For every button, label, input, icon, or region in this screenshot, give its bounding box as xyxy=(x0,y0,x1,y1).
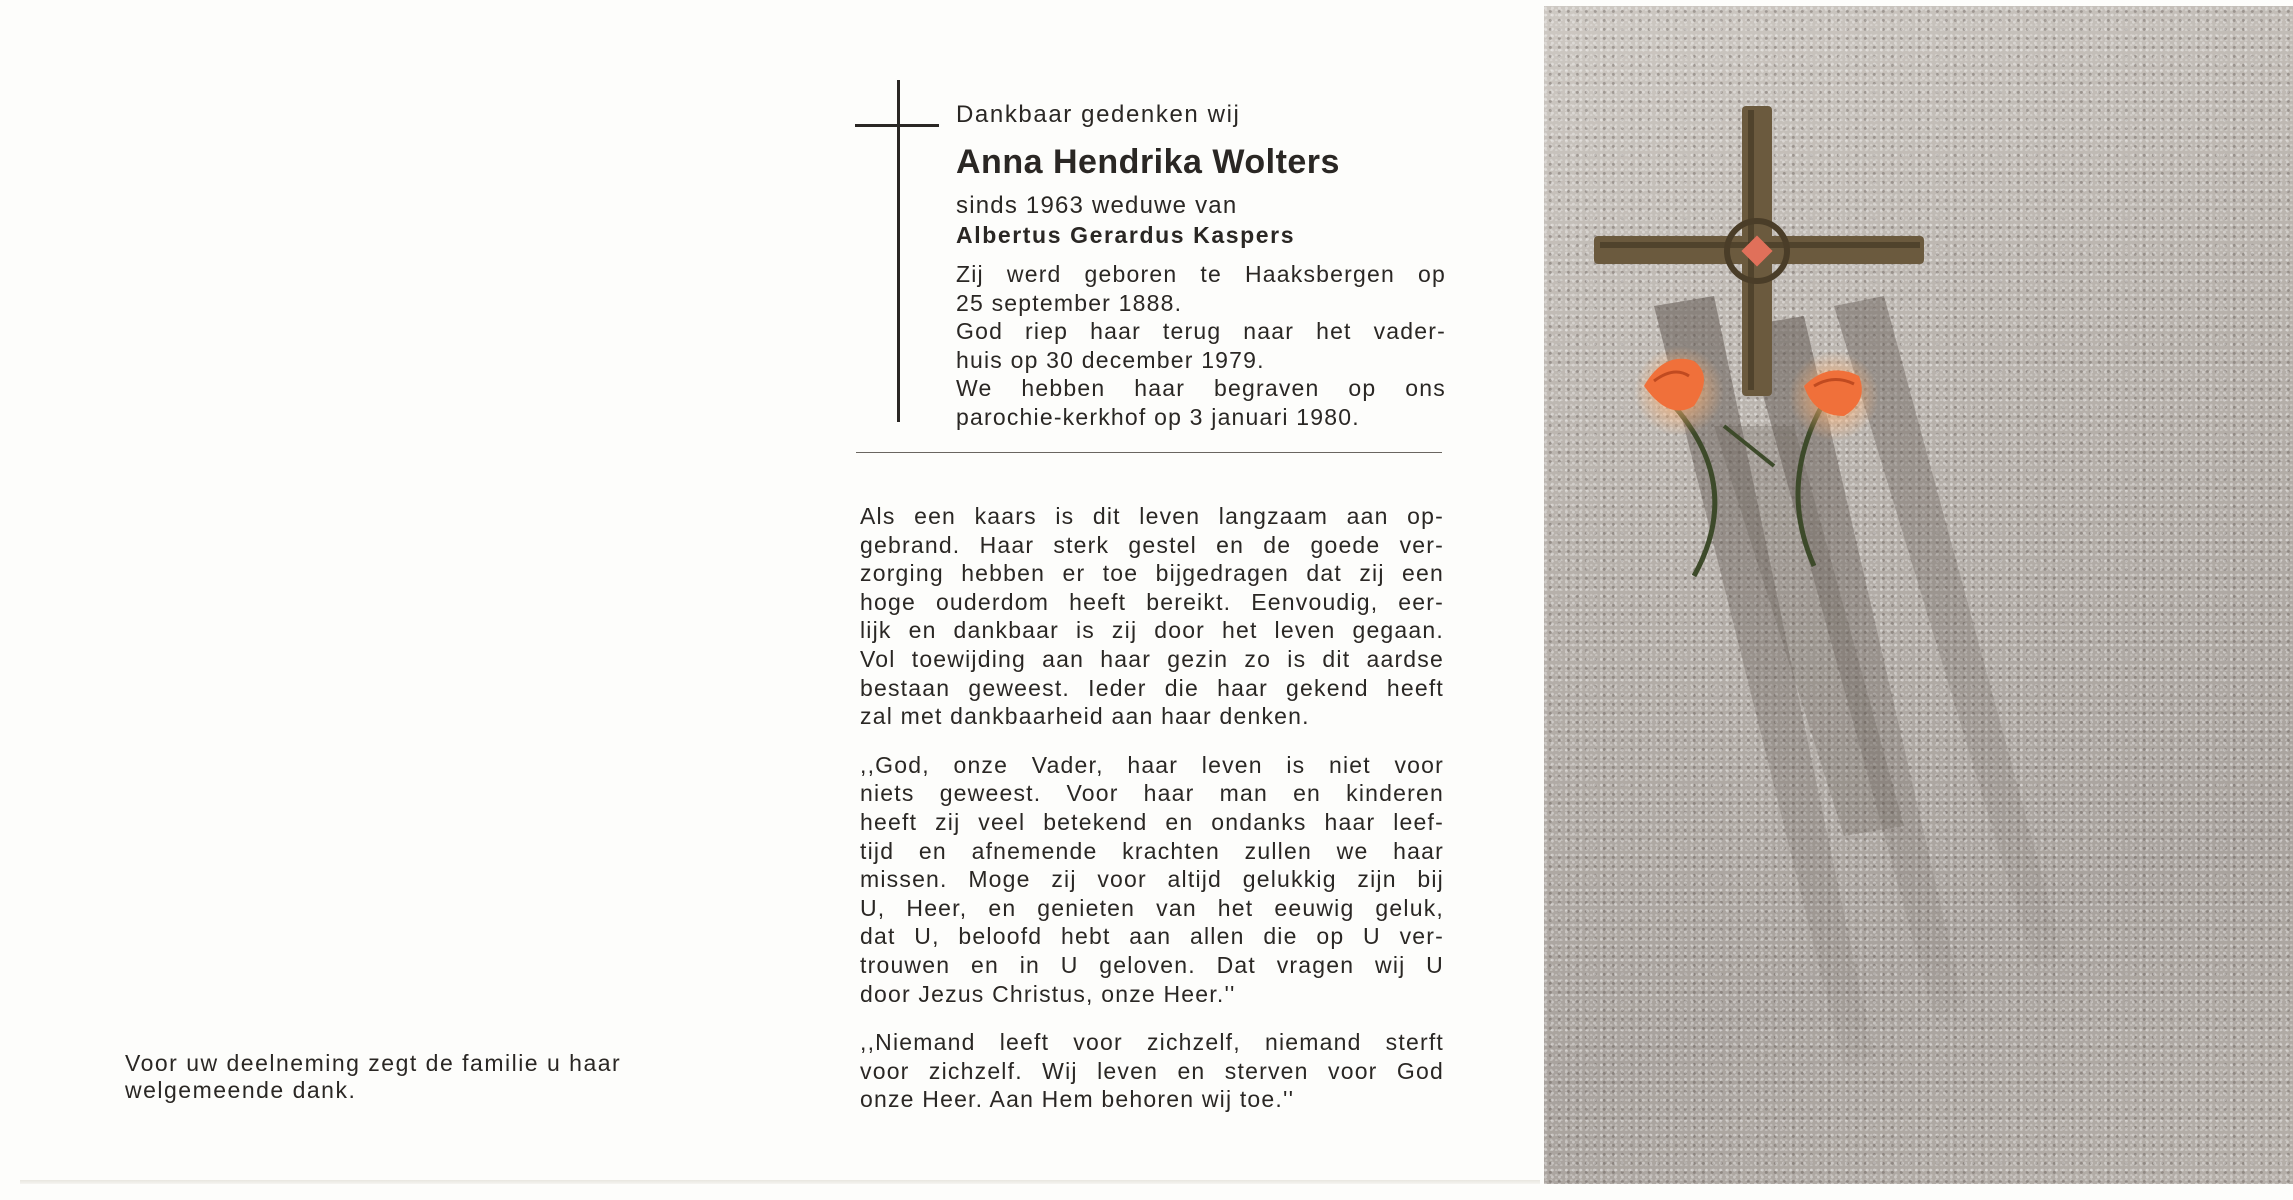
text-line: ,,God, onze Vader, haar leven is niet voor xyxy=(860,751,1444,778)
paragraph-life xyxy=(860,502,1444,731)
divider xyxy=(856,452,1442,453)
bio-line: We hebben haar begraven op ons xyxy=(956,375,1446,401)
paragraph-prayer xyxy=(860,751,1444,1008)
bio-line: Zij werd geboren te Haaksbergen op xyxy=(956,261,1446,287)
cross-icon xyxy=(897,80,900,422)
thanks-text xyxy=(125,1050,725,1104)
text-line: zorging hebben er toe bijgedragen dat zij een xyxy=(860,560,1444,587)
page-edge xyxy=(20,1180,1540,1184)
text-line: dat U, beloofd hebt aan allen die op U ver- xyxy=(860,923,1444,950)
bio-line: parochie-kerkhof op 3 januari 1980. xyxy=(956,403,1360,430)
text-line: door Jezus Christus, onze Heer.'' xyxy=(860,980,1236,1007)
text-line: gebrand. Haar sterk gestel en de goede ver- xyxy=(860,531,1444,558)
text-line: ,,Niemand leeft voor zichzelf, niemand sterft xyxy=(860,1029,1444,1056)
paragraph-scripture xyxy=(860,1028,1444,1114)
text-line: zal met dankbaarheid aan haar denken. xyxy=(860,703,1310,730)
text-line: missen. Moge zij voor altijd gelukkig zijn bij xyxy=(860,866,1444,893)
text-line: trouwen en in U geloven. Dat vragen wij U xyxy=(860,951,1444,978)
text-line: bestaan geweest. Ieder die haar gekend heeft xyxy=(860,674,1444,701)
widow-line: sinds 1963 weduwe van xyxy=(956,192,1238,219)
text-line: tijd en afnemende krachten zullen we haar xyxy=(860,837,1444,864)
bio-line: God riep haar terug naar het vader- xyxy=(956,318,1446,344)
thanks-line: welgemeende dank. xyxy=(125,1077,357,1103)
cross-icon-bar xyxy=(855,124,939,127)
thanks-line: Voor uw deelneming zegt de familie u haar xyxy=(125,1050,622,1076)
text-line: Als een kaars is dit leven langzaam aan op- xyxy=(860,503,1444,529)
text-line: lijk en dankbaar is zij door het leven gegaan. xyxy=(860,617,1444,644)
text-line: onze Heer. Aan Hem behoren wij toe.'' xyxy=(860,1086,1295,1113)
deceased-name: Anna Hendrika Wolters xyxy=(956,143,1340,181)
crucifix-photo xyxy=(1544,6,2293,1184)
crucifix-image xyxy=(1544,6,2293,1184)
bio-line: huis op 30 december 1979. xyxy=(956,346,1265,373)
text-line: voor zichzelf. Wij leven en sterven voor God xyxy=(860,1057,1444,1084)
text-line: niets geweest. Voor haar man en kinderen xyxy=(860,780,1444,807)
body-text xyxy=(860,502,1444,1134)
husband-name: Albertus Gerardus Kaspers xyxy=(956,222,1296,248)
text-line: U, Heer, en genieten van het eeuwig geluk, xyxy=(860,894,1444,921)
intro-text: Dankbaar gedenken wij xyxy=(956,101,1241,128)
bio-line: 25 september 1888. xyxy=(956,289,1183,316)
header-block xyxy=(956,100,1446,431)
bio-text xyxy=(956,260,1446,431)
text-line: Vol toewijding aan haar gezin zo is dit aardse xyxy=(860,645,1444,672)
text-line: heeft zij veel betekend en ondanks haar leef- xyxy=(860,808,1444,835)
text-line: hoge ouderdom heeft bereikt. Eenvoudig, eer- xyxy=(860,588,1444,615)
